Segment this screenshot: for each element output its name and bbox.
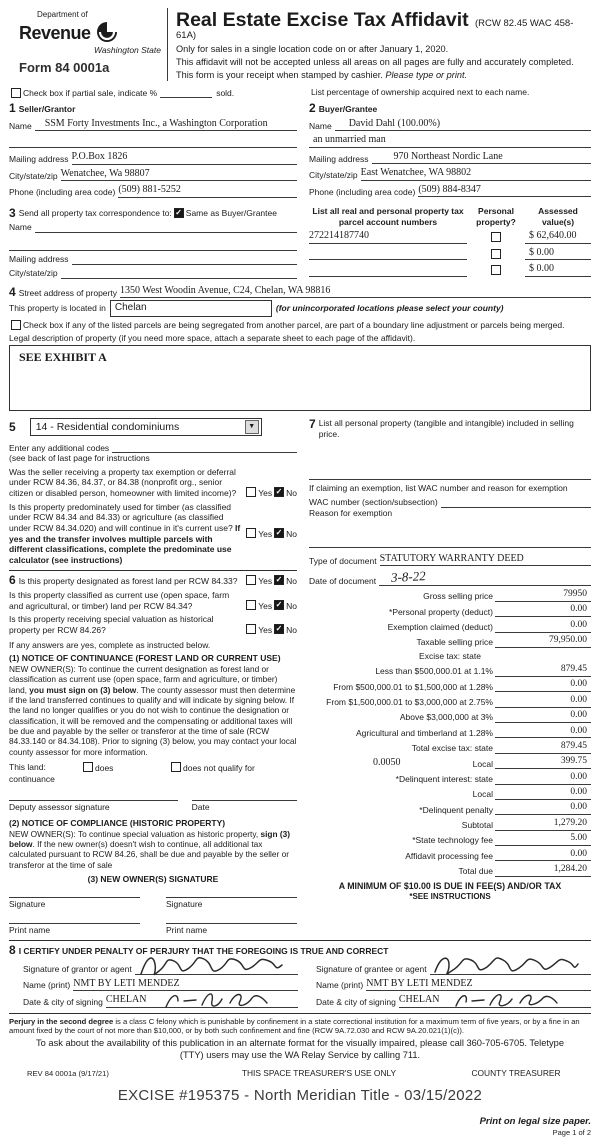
partial-sale-label: Check box if partial sale, indicate % bbox=[23, 87, 158, 98]
page-number: Page 1 of 2 bbox=[552, 1127, 591, 1137]
tax-value: 879.45 bbox=[495, 741, 591, 754]
page-title: Real Estate Excise Tax Affidavit bbox=[176, 9, 469, 31]
segregated-label: Check box if any of the listed parcels are being segregated from another parcel, are part of a boundary line adjustment or parcels being merged. bbox=[23, 319, 565, 330]
q5-yes-checkbox[interactable] bbox=[246, 624, 256, 634]
county-select[interactable] bbox=[110, 300, 272, 317]
reason-exemption-label: Reason for exemption bbox=[309, 508, 393, 519]
corr-name2-field bbox=[9, 240, 297, 251]
exemption-question: Was the seller receiving a property tax exemption or deferral under RCW 84.36, 84.37, or 84.38 (nonprofit org., senior citizen or disabled person, homeowner with limited income)? bbox=[9, 466, 237, 499]
legal-description-value: SEE EXHIBIT A bbox=[19, 350, 107, 365]
parcel-col1-line2: parcel account numbers bbox=[338, 216, 438, 227]
header-sub1: Only for sales in a single location code on or after January 1, 2020. bbox=[176, 43, 449, 54]
tax-label: Gross selling price bbox=[423, 591, 493, 602]
this-land-label: This land: bbox=[9, 762, 46, 773]
tax-value: 79,950.00 bbox=[495, 635, 591, 648]
grantor-printname-value: NMT BY LETI MENDEZ bbox=[73, 977, 180, 989]
tax-value: 1,279.20 bbox=[495, 818, 591, 831]
grantor-datecity-label: Date & city of signing bbox=[23, 996, 103, 1007]
tax-label: Total due bbox=[458, 866, 493, 877]
seller-name-label: Name bbox=[9, 120, 32, 131]
located-in-label: This property is located in bbox=[9, 303, 106, 314]
seller-phone-label: Phone (including area code) bbox=[9, 187, 116, 198]
q1-no-checkbox[interactable] bbox=[274, 487, 284, 497]
section-2-buyer bbox=[309, 100, 591, 198]
no-label: No bbox=[286, 576, 297, 587]
title-rcw: (RCW 82.45 WAC 458-61A) bbox=[176, 18, 574, 42]
q2-yes-checkbox[interactable] bbox=[246, 528, 256, 538]
parcel-col3-line2: value(s) bbox=[541, 216, 575, 227]
tax-value: 399.75 bbox=[495, 756, 591, 769]
county-treasurer-label: COUNTY TREASURER bbox=[471, 1067, 561, 1078]
corr-mailing-field bbox=[72, 254, 297, 265]
seller-mailing-value: P.O.Box 1826 bbox=[71, 151, 128, 163]
section-1-seller bbox=[9, 100, 297, 198]
yes-label: Yes bbox=[258, 600, 273, 611]
logo-washington-state: Washington State bbox=[94, 44, 161, 55]
grantor-signature-scribble bbox=[135, 952, 285, 980]
tax-value: 0.00 bbox=[495, 604, 591, 617]
legal-description-label: Legal description of property (if you need more space, attach a separate sheet to each page of the affidavit). bbox=[9, 332, 416, 343]
section2-heading: Buyer/Grantee bbox=[318, 104, 378, 115]
q3-yes-checkbox[interactable] bbox=[246, 575, 256, 585]
buyer-mailing-value: 970 Northeast Nordic Lane bbox=[393, 150, 503, 162]
additional-codes-label: Enter any additional codes bbox=[9, 442, 110, 453]
tax-value: 0.00 bbox=[495, 620, 591, 633]
parcel-col2-line1: Personal bbox=[478, 205, 514, 216]
located-note: (for unincorporated locations please select your county) bbox=[275, 303, 504, 314]
tax-value: 0.00 bbox=[495, 710, 591, 723]
tax-value: 0.00 bbox=[495, 695, 591, 708]
section6-number: 6 bbox=[9, 573, 16, 588]
chevron-down-icon[interactable]: ▼ bbox=[245, 420, 259, 434]
corr-mailing-label: Mailing address bbox=[9, 254, 69, 265]
rev-number: REV 84 0001a (9/17/21) bbox=[27, 1068, 109, 1078]
owner-signature-1-label: Signature bbox=[9, 897, 140, 910]
parcel-col1-line1: List all real and personal property tax bbox=[312, 205, 464, 216]
partial-sale-percent-field[interactable] bbox=[160, 87, 212, 98]
does-not-checkbox[interactable] bbox=[171, 762, 181, 772]
q4-no-checkbox[interactable] bbox=[274, 600, 284, 610]
no-label: No bbox=[286, 528, 297, 539]
does-label: does bbox=[95, 763, 114, 774]
header-sub3: This form is your receipt when stamped by cashier. bbox=[176, 69, 383, 80]
grantor-signature-label: Signature of grantor or agent bbox=[23, 963, 132, 974]
logo-dept-of: Department of bbox=[37, 10, 88, 19]
section3-number: 3 bbox=[9, 205, 16, 220]
same-as-buyer-checkbox[interactable] bbox=[174, 208, 184, 218]
seller-phone-value: (509) 881-5252 bbox=[118, 184, 181, 196]
buyer-name-label: Name bbox=[309, 120, 332, 131]
tax-value: 0.00 bbox=[495, 679, 591, 692]
parcel-table bbox=[309, 206, 591, 279]
assessed-value: $ 62,640.00 bbox=[529, 230, 577, 242]
use-code-select[interactable] bbox=[30, 418, 262, 436]
tax-label: Exemption claimed (deduct) bbox=[387, 621, 493, 632]
seller-city-label: City/state/zip bbox=[9, 170, 58, 181]
buyer-phone-label: Phone (including area code) bbox=[309, 186, 416, 197]
q4-yes-checkbox[interactable] bbox=[246, 600, 256, 610]
notice1-title: (1) NOTICE OF CONTINUANCE (FOREST LAND OR CURRENT USE) bbox=[9, 653, 281, 664]
grantee-city-value: CHELAN bbox=[398, 994, 440, 1006]
excise-tax-state-heading: Excise tax: state bbox=[419, 650, 481, 661]
tax-label: *Delinquent penalty bbox=[419, 804, 493, 815]
tax-label: *State technology fee bbox=[412, 835, 493, 846]
tax-label: Affidavit processing fee bbox=[405, 850, 493, 861]
alternate-format-note: To ask about the availability of this publication in an alternate format for the visually impaired, please call 360-705-6705. Teletype bbox=[36, 1038, 564, 1049]
tax-label: Subtotal bbox=[461, 820, 493, 831]
parcel-col2-line2: property? bbox=[476, 216, 516, 227]
personal-property-checkbox-2[interactable] bbox=[491, 249, 501, 259]
segregated-checkbox[interactable] bbox=[11, 320, 21, 330]
current-use-question: Is this property classified as current use (open space, farm and agricultural, or timber) land per RCW 84.34? bbox=[9, 590, 230, 611]
tax-label: Local bbox=[472, 758, 493, 769]
section-7-personal-property bbox=[309, 418, 591, 548]
section-6-land bbox=[9, 574, 297, 935]
tax-label: Less than $500,000.01 at 1.1% bbox=[375, 666, 493, 677]
tax-value: 1,284.20 bbox=[495, 864, 591, 877]
seller-city-value: Wenatchee, Wa 98807 bbox=[60, 167, 150, 179]
corr-city-field bbox=[61, 268, 297, 279]
additional-codes-field[interactable] bbox=[112, 442, 297, 453]
local-rate-prefix: 0.0050 bbox=[373, 756, 401, 768]
grantee-datecity-label: Date & city of signing bbox=[316, 996, 396, 1007]
header bbox=[9, 8, 591, 81]
tax-label: Taxable selling price bbox=[416, 637, 493, 648]
timber-question: Is this property predominately used for timber (as classified under RCW 84.34 and 84.33) or agriculture (as classified under RCW 84.34.020) and will continue in it's current use? bbox=[9, 501, 236, 533]
personal-property-checkbox-1[interactable] bbox=[491, 232, 501, 242]
timber-question-bold: If yes and the transfer involves multiple parcels with different classifications, complete the predominate use calculator (see instructions) bbox=[9, 522, 241, 565]
buyer-phone-value: (509) 884-8347 bbox=[418, 183, 481, 195]
section1-number: 1 bbox=[9, 101, 16, 116]
seller-name2-field bbox=[9, 137, 297, 148]
title-block bbox=[168, 8, 591, 81]
use-code-value: 14 - Residential condominiums bbox=[35, 420, 180, 433]
tax-value: 0.00 bbox=[495, 772, 591, 785]
owner-printname-2-label: Print name bbox=[166, 923, 297, 936]
tax-label: Total excise tax: state bbox=[411, 743, 493, 754]
yes-label: Yes bbox=[258, 576, 273, 587]
assessed-value: $ 0.00 bbox=[529, 246, 554, 258]
print-legal-note: Print on legal size paper. bbox=[479, 1115, 591, 1127]
grantee-printname-label: Name (print) bbox=[316, 980, 364, 991]
tax-label: Agricultural and timberland at 1.28% bbox=[355, 727, 493, 738]
same-as-buyer-label: Same as Buyer/Grantee bbox=[185, 207, 277, 218]
parcel-row bbox=[309, 247, 591, 261]
grantor-city-value: CHELAN bbox=[105, 994, 147, 1006]
seller-name-value: SSM Forty Investments Inc., a Washington Corporation bbox=[44, 117, 268, 129]
personal-property-blank bbox=[309, 439, 591, 480]
section2-number: 2 bbox=[309, 101, 316, 116]
dor-logo bbox=[9, 8, 168, 81]
corr-city-label: City/state/zip bbox=[9, 268, 58, 279]
no-label: No bbox=[286, 600, 297, 611]
header-sub3-italic: Please type or print. bbox=[385, 69, 468, 80]
tax-value: 879.45 bbox=[495, 664, 591, 677]
grantee-printname-value: NMT BY LETI MENDEZ bbox=[366, 977, 473, 989]
parcel-row bbox=[309, 230, 591, 244]
owner-signature-2-label: Signature bbox=[166, 897, 297, 910]
claiming-exemption-label: If claiming an exemption, list WAC number and reason for exemption bbox=[309, 483, 568, 494]
q1-yes-checkbox[interactable] bbox=[246, 487, 256, 497]
tax-value: 0.00 bbox=[495, 802, 591, 815]
logo-revenue-word: Revenue bbox=[19, 23, 91, 44]
tax-label: From $1,500,000.01 to $3,000,000 at 2.75% bbox=[326, 697, 493, 708]
tax-label: From $500,000.01 to $1,500,000 at 1.28% bbox=[333, 681, 493, 692]
tax-value: 0.00 bbox=[495, 849, 591, 862]
wac-number-label: WAC number (section/subsection) bbox=[309, 497, 438, 508]
parcel-row bbox=[309, 263, 591, 277]
section8-number: 8 bbox=[9, 942, 16, 957]
street-address-label: Street address of property bbox=[18, 287, 117, 298]
q3-no-checkbox[interactable] bbox=[274, 575, 284, 585]
buyer-city-value: East Wenatchee, WA 98802 bbox=[360, 167, 472, 179]
yes-label: Yes bbox=[258, 624, 273, 635]
tax-value: 79950 bbox=[495, 589, 591, 602]
section-5-use-code bbox=[9, 418, 297, 565]
header-sub2: This affidavit will not be accepted unless all areas on all pages are fully and accurately completed. bbox=[176, 56, 574, 67]
tax-value: 5.00 bbox=[495, 833, 591, 846]
owner-printname-1-label: Print name bbox=[9, 923, 140, 936]
perjury-note: Perjury in the second degree is a class C felony which is punishable by confinement in a state correctional institution for a maximum term of five years, or by a fine in an amount fixed by the court of not more than $10,000, or by both such confinement and fine (RCW 9A.72.030 and RCW 9A.20.021(1)(c)). bbox=[9, 1016, 580, 1035]
tax-computation bbox=[309, 553, 591, 902]
parcel-col3-line1: Assessed bbox=[538, 205, 578, 216]
form-number: Form 84 0001a bbox=[19, 60, 110, 76]
tax-label: *Delinquent interest: state bbox=[395, 773, 493, 784]
tax-label: Local bbox=[472, 789, 493, 800]
buyer-city-label: City/state/zip bbox=[309, 170, 358, 181]
parcel-number: 272214187740 bbox=[309, 230, 369, 242]
yes-label: Yes bbox=[258, 488, 273, 499]
ownership-note: List percentage of ownership acquired next to each name. bbox=[311, 87, 530, 98]
no-label: No bbox=[286, 488, 297, 499]
new-owners-signature-title: (3) NEW OWNER(S) SIGNATURE bbox=[87, 874, 219, 885]
tty-note: (TTY) users may use the WA Relay Service by calling 711. bbox=[179, 1050, 421, 1061]
treasurer-space-label: THIS SPACE TREASURER'S USE ONLY bbox=[241, 1067, 397, 1078]
deputy-date-label: Date bbox=[192, 800, 297, 813]
revenue-swoosh-icon bbox=[94, 20, 120, 47]
forest-land-question: Is this property designated as forest land per RCW 84.33? bbox=[18, 576, 238, 587]
deputy-assessor-signature-label: Deputy assessor signature bbox=[9, 800, 178, 813]
wac-number-field[interactable] bbox=[441, 497, 591, 508]
date-of-document-label: Date of document bbox=[309, 575, 377, 586]
section3-text: Send all property tax correspondence to: bbox=[18, 207, 172, 218]
grantor-printname-label: Name (print) bbox=[23, 980, 71, 991]
does-checkbox[interactable] bbox=[83, 762, 93, 772]
q5-no-checkbox[interactable] bbox=[274, 624, 284, 634]
county-value: Chelan bbox=[114, 302, 147, 314]
see-back-note: (see back of last page for instructions bbox=[9, 453, 150, 464]
notice2-body: NEW OWNER(S): To continue special valuation as historic property, sign (3) below. If the new owner(s) doesn't wish to continue, all additional tax calculated pursuant to RCW 84.26, shall be due and payable by the seller or transferor at the time of sale bbox=[9, 828, 290, 870]
grantor-date-scribble bbox=[162, 989, 272, 1013]
corr-name-field bbox=[35, 222, 297, 233]
minimum-due-note: A MINIMUM OF $10.00 IS DUE IN FEE(S) AND/OR TAX bbox=[338, 880, 562, 891]
legal-description-box bbox=[9, 345, 591, 411]
section1-heading: Seller/Grantor bbox=[18, 104, 76, 115]
historic-question: Is this property receiving special valuation as historical property per RCW 84.26? bbox=[9, 614, 214, 635]
tax-value: 0.00 bbox=[495, 726, 591, 739]
assessed-value: $ 0.00 bbox=[529, 263, 554, 275]
personal-property-checkbox-3[interactable] bbox=[491, 265, 501, 275]
reason-blank bbox=[309, 519, 591, 548]
see-instructions-note: *SEE INSTRUCTIONS bbox=[409, 891, 491, 901]
excise-stamp: EXCISE #195375 - North Meridian Title - 03/15/2022 bbox=[117, 1087, 483, 1105]
type-of-document-value: STATUTORY WARRANTY DEED bbox=[379, 552, 524, 564]
buyer-name-value2: an unmarried man bbox=[313, 134, 386, 146]
does-not-label: does not qualify for bbox=[183, 763, 255, 774]
partial-sale-sold: sold. bbox=[216, 87, 235, 98]
continuance-label: continuance bbox=[9, 773, 55, 784]
section-3-correspondence bbox=[9, 204, 297, 279]
section7-number: 7 bbox=[309, 417, 316, 432]
section4-number: 4 bbox=[9, 285, 16, 300]
no-label: No bbox=[286, 624, 297, 635]
section7-text: List all personal property (tangible and intangible) included in selling price. bbox=[318, 418, 574, 439]
tax-label: *Personal property (deduct) bbox=[389, 606, 493, 617]
tax-label: Above $3,000,000 at 3% bbox=[399, 712, 493, 723]
if-any-note: If any answers are yes, complete as instructed below. bbox=[9, 639, 211, 650]
tax-value: 0.00 bbox=[495, 787, 591, 800]
certify-statement: I CERTIFY UNDER PENALTY OF PERJURY THAT THE FOREGOING IS TRUE AND CORRECT bbox=[18, 945, 389, 956]
partial-sale-checkbox[interactable] bbox=[11, 88, 21, 98]
section5-number: 5 bbox=[9, 420, 16, 435]
date-of-document-handwritten: 3-8-22 bbox=[390, 568, 427, 586]
q2-no-checkbox[interactable] bbox=[274, 528, 284, 538]
street-address-value: 1350 West Woodin Avenue, C24, Chelan, WA 98816 bbox=[119, 284, 331, 296]
buyer-name-value: David Dahl (100.00%) bbox=[348, 117, 441, 129]
seller-mailing-label: Mailing address bbox=[9, 154, 69, 165]
section-4-property bbox=[9, 285, 591, 411]
yes-label: Yes bbox=[258, 528, 273, 539]
grantee-signature-label: Signature of grantee or agent bbox=[316, 963, 427, 974]
grantee-date-scribble bbox=[451, 989, 561, 1013]
notice2-title: (2) NOTICE OF COMPLIANCE (HISTORIC PROPERTY) bbox=[9, 817, 226, 828]
notice1-body: NEW OWNER(S): To continue the current designation as forest land or classification as current use (open space, farm and agriculture, or timber) land, you must sign on (3) below. The county assessor must then determine if the land transferred continues to qualify and will indicate by signing below. If the land no longer qualifies or you do not wish to continue the designation or classification, it will be removed and the compensating or additional taxes will be due and payable by the seller or transferor at the time of sale (RCW 84.33.140 or 84.34.108). Prior to signing (3) below, you may contact your local county assessor for more information. bbox=[9, 663, 297, 757]
grantee-signature-scribble bbox=[430, 952, 580, 980]
section-8-certification bbox=[9, 944, 591, 1008]
corr-name-label: Name bbox=[9, 222, 32, 233]
buyer-mailing-label: Mailing address bbox=[309, 153, 369, 164]
type-of-document-label: Type of document bbox=[309, 555, 377, 566]
